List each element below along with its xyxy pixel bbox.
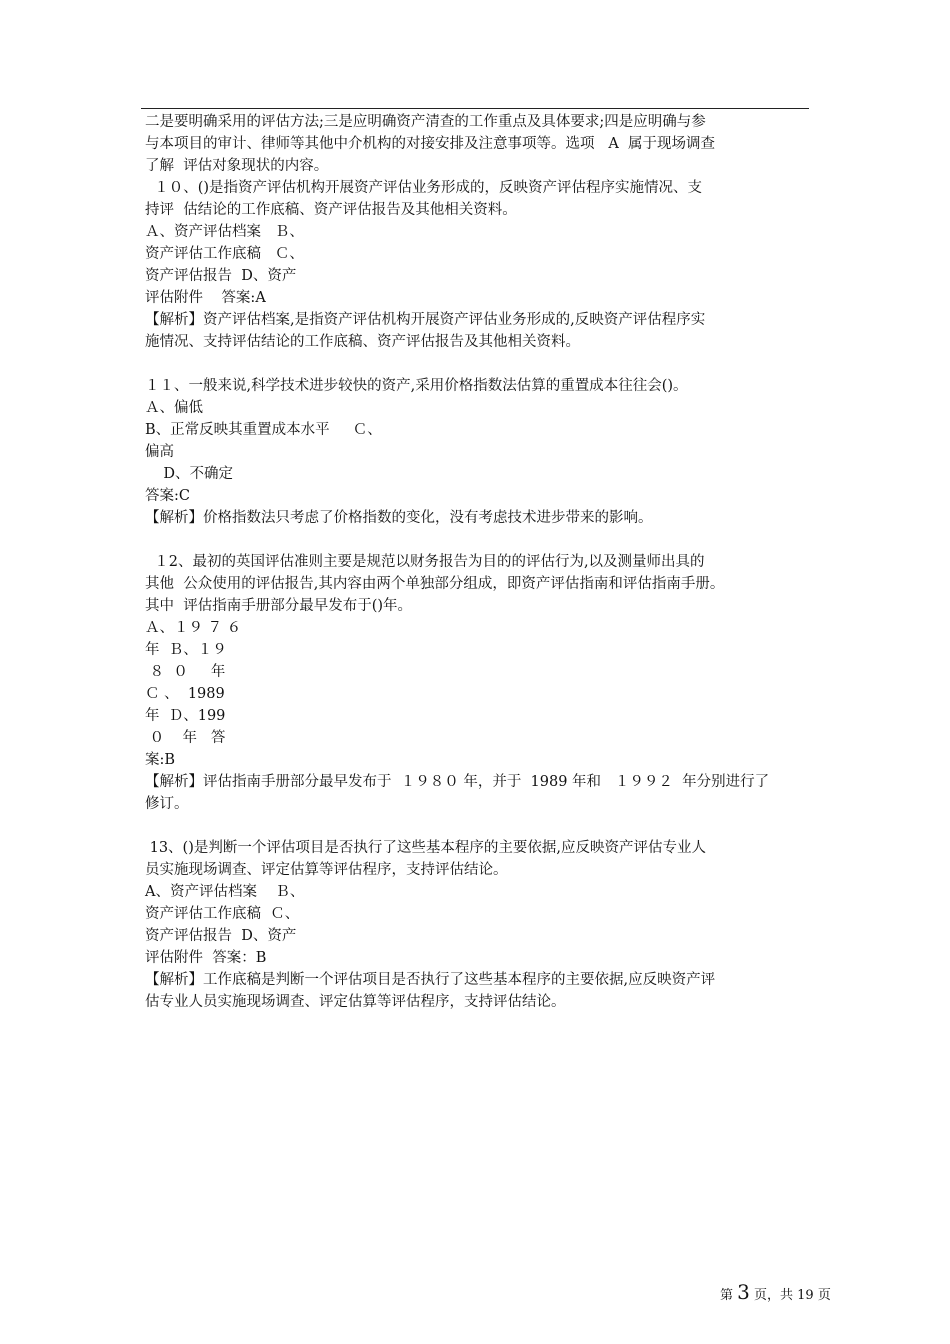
text-line: 年 Ｄ、199 — [145, 708, 226, 724]
text-line: ０ 年 答 — [145, 730, 226, 746]
text-line: 案:B — [145, 752, 176, 768]
text-line: 年 Ｂ、１９ — [145, 642, 227, 658]
text-line: 二是要明确采用的评估方法;三是应明确资产清查的工作重点及具体要求;四是应明确与参 — [145, 114, 706, 130]
text-line: A、资产评估档案 Ｂ、 — [145, 884, 305, 900]
document-body — [145, 111, 835, 1013]
footer-prefix: 第 — [720, 1288, 738, 1303]
text-line: 偏高 — [145, 444, 174, 460]
text-line: 【解析】工作底稿是判断一个评估项目是否执行了这些基本程序的主要依据,应反映资产评 — [145, 972, 716, 988]
paragraph-gap — [145, 353, 835, 375]
text-line: 资产评估报告 D、资产 — [145, 268, 297, 284]
text-line: Ｃ 、 1989 — [145, 686, 225, 702]
text-line: 【解析】评估指南手册部分最早发布于 １９８０ 年，并于 1989 年和 １９９２ 年分别进行了 — [145, 774, 770, 790]
text-line: 资产评估工作底稿 Ｃ、 — [145, 906, 300, 922]
text-line: Ａ、资产评估档案 Ｂ、 — [145, 224, 304, 240]
text-line: 评估附件 答案：B — [145, 950, 267, 966]
paragraph-gap — [145, 529, 835, 551]
text-line: １０、()是指资产评估机构开展资产评估业务形成的，反映资产评估程序实施情况、支 — [145, 180, 703, 196]
text-line: １１、一般来说,科学技术进步较快的资产,采用价格指数法估算的重置成本往往会()。 — [145, 378, 688, 394]
text-line: Ａ、偏低 — [145, 400, 203, 416]
text-line: 估专业人员实施现场调查、评定估算等评估程序，支持评估结论。 — [145, 994, 566, 1010]
text-line: 【解析】价格指数法只考虑了价格指数的变化，没有考虑技术进步带来的影响。 — [145, 510, 653, 526]
text-line: 了解 评估对象现状的内容。 — [145, 158, 329, 174]
text-line: 其他 公众使用的评估报告,其内容由两个单独部分组成，即资产评估指南和评估指南手册。 — [145, 576, 725, 592]
text-line: 员实施现场调查、评定估算等评估程序，支持评估结论。 — [145, 862, 508, 878]
text-line: 【解析】资产评估档案,是指资产评估机构开展资产评估业务形成的,反映资产评估程序实 — [145, 312, 706, 328]
text-line: 13、()是判断一个评估项目是否执行了这些基本程序的主要依据,应反映资产评估专业人 — [145, 840, 706, 856]
text-line: 持评 估结论的工作底稿、资产评估报告及其他相关资料。 — [145, 202, 517, 218]
text-line: 修订。 — [145, 796, 189, 812]
footer-suffix: 页，共 19 页 — [749, 1288, 831, 1303]
text-line: 其中 评估指南手册部分最早发布于()年。 — [145, 598, 413, 614]
text-line: 与本项目的审计、律师等其他中介机构的对接安排及注意事项等。选项 A 属于现场调查 — [145, 136, 716, 152]
text-line: 答案:C — [145, 488, 190, 504]
text-line: Ａ、１９ ７ ６ — [145, 620, 242, 636]
text-line: D、不确定 — [145, 466, 234, 482]
text-line: 资产评估报告 D、资产 — [145, 928, 297, 944]
text-line: 评估附件 答案:A — [145, 290, 266, 306]
page-footer — [720, 1280, 831, 1304]
text-line: 施情况、支持评估结论的工作底稿、资产评估报告及其他相关资料。 — [145, 334, 580, 350]
paragraph-gap — [145, 815, 835, 837]
footer-page-number: 3 — [737, 1280, 750, 1304]
text-line: 资产评估工作底稿 Ｃ、 — [145, 246, 304, 262]
text-line: ８ ０ 年 — [145, 664, 226, 680]
text-line: B、正常反映其重置成本水平 Ｃ、 — [145, 422, 382, 438]
text-line: １2、最初的英国评估准则主要是规范以财务报告为目的的评估行为,以及测量师出具的 — [145, 554, 705, 570]
header-rule — [141, 108, 809, 109]
